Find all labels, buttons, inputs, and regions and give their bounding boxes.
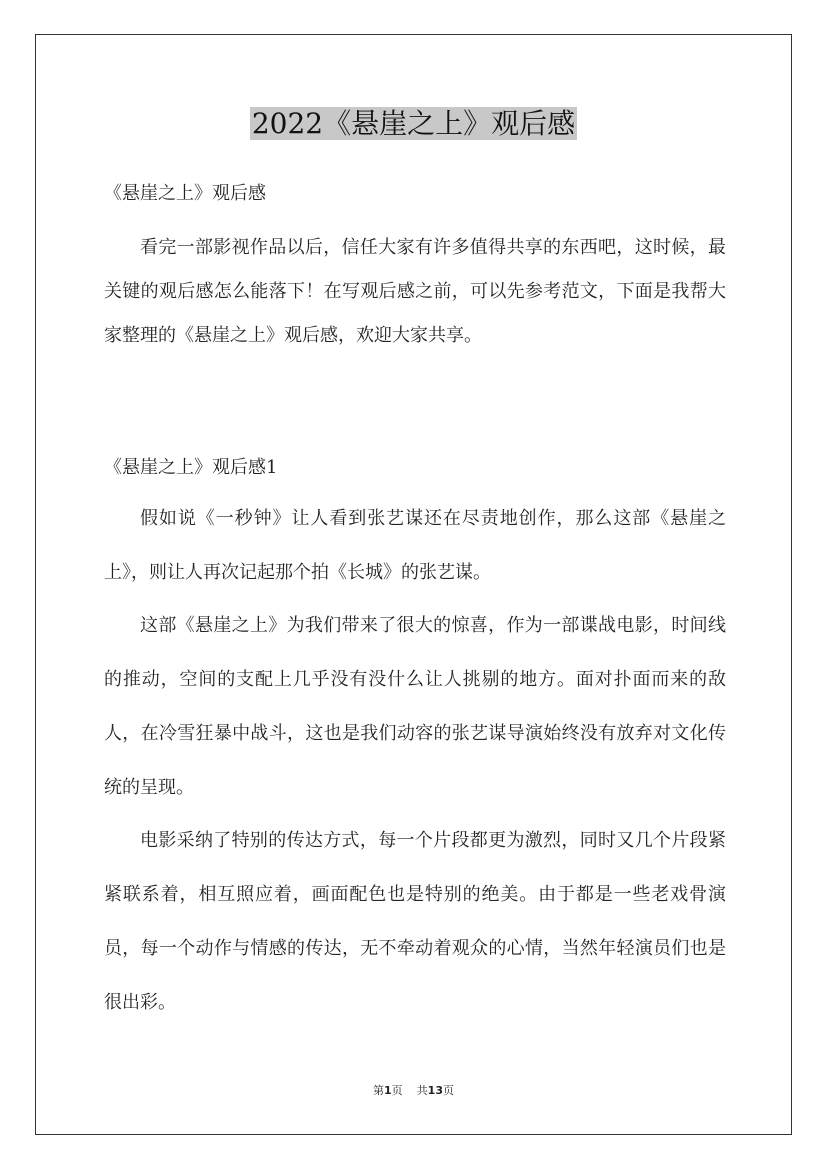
intro-paragraph: 看完一部影视作品以后，信任大家有许多值得共享的东西吧，这时候，最关键的观后感怎么能落下！在写观后感之前，可以先参考范文，下面是我帮大家整理的《悬崖之上》观后感，欢迎大家共享。	[104, 237, 726, 346]
subtitle: 《悬崖之上》观后感	[104, 183, 266, 204]
page-number: 1	[384, 1084, 392, 1097]
page-footer	[0, 1082, 827, 1098]
paragraph-3: 电影采纳了特别的传达方式，每一个片段都更为激烈，同时又几个片段紧紧联系着，相互照应着，画面配色也是特别的绝美。由于都是一些老戏骨演员，每一个动作与情感的传达，无不牵动着观众的心情，当然年轻演员们也是很出彩。	[104, 830, 726, 1013]
paragraph-1: 假如说《一秒钟》让人看到张艺谋还在尽责地创作，那么这部《悬崖之上》，则让人再次记起那个拍《长城》的张艺谋。	[104, 508, 726, 583]
section-heading: 《悬崖之上》观后感1	[104, 457, 278, 478]
document-title: 2022《悬崖之上》观后感	[251, 107, 576, 140]
paragraph-2: 这部《悬崖之上》为我们带来了很大的惊喜，作为一部谍战电影，时间线的推动，空间的支配上几乎没有没什么让人挑剔的地方。面对扑面而来的敌人，在冷雪狂暴中战斗，这也是我们动容的张艺谋导演始终没有放弃对文化传统的呈现。	[104, 615, 726, 798]
total-prefix: 共	[416, 1084, 428, 1097]
page-prefix: 第	[373, 1084, 385, 1097]
total-suffix: 页	[442, 1084, 454, 1097]
page-suffix: 页	[391, 1084, 403, 1097]
total-pages: 13	[427, 1084, 443, 1097]
